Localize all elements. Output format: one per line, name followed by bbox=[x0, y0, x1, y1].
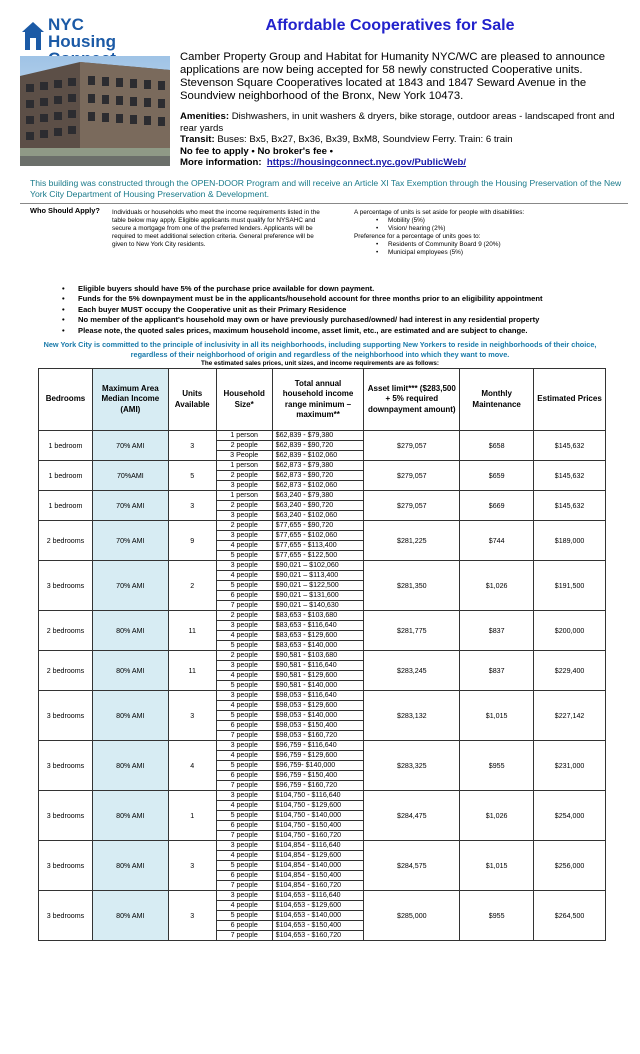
income-range-cell: $83,653 - $129,600 bbox=[272, 631, 364, 641]
household-size-cell: 5 people bbox=[216, 681, 272, 691]
income-range-cell: $83,653 - $140,000 bbox=[272, 641, 364, 651]
income-range-cell: $77,655 - $90,720 bbox=[272, 521, 364, 531]
household-size-cell: 4 people bbox=[216, 851, 272, 861]
household-size-cell: 6 people bbox=[216, 721, 272, 731]
unit-pricing-table bbox=[38, 368, 606, 941]
income-range-cell: $96,759- $140,000 bbox=[272, 761, 364, 771]
header-units: Units Available bbox=[168, 369, 216, 431]
housing-connect-link[interactable]: https://housingconnect.nyc.gov/PublicWeb/ bbox=[266, 157, 467, 168]
header-asset-limit: Asset limit*** ($283,500 + 5% required downpayment amount) bbox=[364, 369, 460, 431]
income-range-cell: $90,021 – $113,400 bbox=[272, 571, 364, 581]
estimated-price-cell: $191,500 bbox=[534, 561, 606, 611]
table-row bbox=[39, 611, 606, 621]
income-range-cell: $98,053 - $116,640 bbox=[272, 691, 364, 701]
table-row bbox=[39, 491, 606, 501]
bedrooms-cell: 1 bedroom bbox=[39, 461, 93, 491]
header-ami: Maximum Area Median Income (AMI) bbox=[92, 369, 168, 431]
income-range-cell: $77,655 - $102,060 bbox=[272, 531, 364, 541]
household-size-cell: 7 people bbox=[216, 781, 272, 791]
household-size-cell: 6 people bbox=[216, 591, 272, 601]
household-size-cell: 7 people bbox=[216, 881, 272, 891]
household-size-cell: 7 people bbox=[216, 731, 272, 741]
income-range-cell: $104,750 - $150,400 bbox=[272, 821, 364, 831]
asset-limit-cell: $283,245 bbox=[364, 651, 460, 691]
income-range-cell: $104,750 - $116,640 bbox=[272, 791, 364, 801]
monthly-maintenance-cell: $1,026 bbox=[460, 561, 534, 611]
estimated-price-cell: $231,000 bbox=[534, 741, 606, 791]
household-size-cell: 2 people bbox=[216, 611, 272, 621]
ami-cell: 80% AMI bbox=[92, 741, 168, 791]
table-row bbox=[39, 791, 606, 801]
preference-item: • Residents of Community Board 9 (20%) bbox=[354, 241, 624, 249]
household-size-cell: 6 people bbox=[216, 821, 272, 831]
income-range-cell: $98,053 - $129,600 bbox=[272, 701, 364, 711]
household-size-cell: 3 people bbox=[216, 561, 272, 571]
monthly-maintenance-cell: $659 bbox=[460, 461, 534, 491]
open-door-note: This building was constructed through the OPEN-DOOR Program and will receive an Article XI Tax Exemption through the Housing Preservation of the New York City Department of Housing Preservation & Development. bbox=[30, 178, 622, 199]
bedrooms-cell: 2 bedrooms bbox=[39, 651, 93, 691]
units-cell: 3 bbox=[168, 431, 216, 461]
transit-label: Transit: bbox=[180, 134, 215, 145]
estimated-price-cell: $200,000 bbox=[534, 611, 606, 651]
estimated-price-cell: $254,000 bbox=[534, 791, 606, 841]
units-cell: 11 bbox=[168, 611, 216, 651]
monthly-maintenance-cell: $1,026 bbox=[460, 791, 534, 841]
header-estimated-prices: Estimated Prices bbox=[534, 369, 606, 431]
household-size-cell: 3 people bbox=[216, 511, 272, 521]
income-range-cell: $62,839 - $79,380 bbox=[272, 431, 364, 441]
header-income-range: Total annual household income range minimum – maximum** bbox=[272, 369, 364, 431]
estimated-price-cell: $264,500 bbox=[534, 891, 606, 941]
asset-limit-cell: $281,350 bbox=[364, 561, 460, 611]
units-cell: 3 bbox=[168, 891, 216, 941]
income-range-cell: $98,053 - $140,000 bbox=[272, 711, 364, 721]
household-size-cell: 5 people bbox=[216, 711, 272, 721]
monthly-maintenance-cell: $955 bbox=[460, 891, 534, 941]
ami-cell: 80% AMI bbox=[92, 891, 168, 941]
bedrooms-cell: 3 bedrooms bbox=[39, 741, 93, 791]
table-row bbox=[39, 741, 606, 751]
estimated-price-cell: $145,632 bbox=[534, 461, 606, 491]
income-range-cell: $62,873 - $79,380 bbox=[272, 461, 364, 471]
bullet-item: • Eligible buyers should have 5% of the purchase price available for down payment. bbox=[58, 284, 628, 294]
income-range-cell: $90,581 - $103,680 bbox=[272, 651, 364, 661]
household-size-cell: 5 people bbox=[216, 581, 272, 591]
ami-cell: 80% AMI bbox=[92, 611, 168, 651]
bedrooms-cell: 3 bedrooms bbox=[39, 791, 93, 841]
ami-cell: 80% AMI bbox=[92, 791, 168, 841]
bullet-item: • Please note, the quoted sales prices, maximum household income, asset limit, etc., are estimated and are subject to change. bbox=[58, 326, 628, 336]
household-size-cell: 7 people bbox=[216, 931, 272, 941]
income-range-cell: $96,759 - $116,640 bbox=[272, 741, 364, 751]
household-size-cell: 5 people bbox=[216, 761, 272, 771]
units-cell: 11 bbox=[168, 651, 216, 691]
bedrooms-cell: 1 bedroom bbox=[39, 491, 93, 521]
income-range-cell: $104,750 - $160,720 bbox=[272, 831, 364, 841]
estimate-note: The estimated sales prices, unit sizes, and income requirements are as follows: bbox=[201, 360, 439, 367]
estimated-price-cell: $189,000 bbox=[534, 521, 606, 561]
who-should-apply-section bbox=[20, 203, 628, 256]
household-size-cell: 4 people bbox=[216, 751, 272, 761]
income-range-cell: $90,021 – $102,060 bbox=[272, 561, 364, 571]
income-range-cell: $77,655 - $113,400 bbox=[272, 541, 364, 551]
ami-cell: 70% AMI bbox=[92, 521, 168, 561]
household-size-cell: 5 people bbox=[216, 861, 272, 871]
monthly-maintenance-cell: $955 bbox=[460, 741, 534, 791]
asset-limit-cell: $285,000 bbox=[364, 891, 460, 941]
units-cell: 1 bbox=[168, 791, 216, 841]
estimated-price-cell: $145,632 bbox=[534, 431, 606, 461]
estimated-price-cell: $227,142 bbox=[534, 691, 606, 741]
table-row bbox=[39, 461, 606, 471]
household-size-cell: 4 people bbox=[216, 571, 272, 581]
income-range-cell: $98,053 - $150,400 bbox=[272, 721, 364, 731]
asset-limit-cell: $279,057 bbox=[364, 461, 460, 491]
table-header-row bbox=[39, 369, 606, 431]
household-size-cell: 4 people bbox=[216, 631, 272, 641]
header-monthly-maintenance: Monthly Maintenance bbox=[460, 369, 534, 431]
asset-limit-cell: $283,325 bbox=[364, 741, 460, 791]
income-range-cell: $104,854 - $140,000 bbox=[272, 861, 364, 871]
set-aside-preferences bbox=[354, 209, 624, 257]
income-range-cell: $104,750 - $129,600 bbox=[272, 801, 364, 811]
household-size-cell: 2 people bbox=[216, 521, 272, 531]
asset-limit-cell: $283,132 bbox=[364, 691, 460, 741]
household-size-cell: 1 person bbox=[216, 491, 272, 501]
ami-cell: 70% AMI bbox=[92, 561, 168, 611]
income-range-cell: $96,759 - $150,400 bbox=[272, 771, 364, 781]
ami-cell: 70%AMI bbox=[92, 461, 168, 491]
table-row bbox=[39, 891, 606, 901]
household-size-cell: 7 people bbox=[216, 601, 272, 611]
income-range-cell: $90,581 - $116,640 bbox=[272, 661, 364, 671]
amenities-label: Amenities: bbox=[180, 111, 230, 122]
estimated-price-cell: $145,632 bbox=[534, 491, 606, 521]
household-size-cell: 3 people bbox=[216, 741, 272, 751]
household-size-cell: 4 people bbox=[216, 671, 272, 681]
household-size-cell: 5 people bbox=[216, 551, 272, 561]
income-range-cell: $96,759 - $160,720 bbox=[272, 781, 364, 791]
who-should-apply-label: Who Should Apply? bbox=[30, 206, 100, 215]
household-size-cell: 4 people bbox=[216, 801, 272, 811]
household-size-cell: 6 people bbox=[216, 771, 272, 781]
income-range-cell: $90,021 – $131,600 bbox=[272, 591, 364, 601]
units-cell: 3 bbox=[168, 841, 216, 891]
units-cell: 9 bbox=[168, 521, 216, 561]
income-range-cell: $98,053 - $160,720 bbox=[272, 731, 364, 741]
building-photo bbox=[20, 56, 170, 166]
bedrooms-cell: 3 bedrooms bbox=[39, 561, 93, 611]
monthly-maintenance-cell: $837 bbox=[460, 611, 534, 651]
income-range-cell: $63,240 - $79,380 bbox=[272, 491, 364, 501]
household-size-cell: 1 person bbox=[216, 461, 272, 471]
asset-limit-cell: $284,475 bbox=[364, 791, 460, 841]
household-size-cell: 3 people bbox=[216, 531, 272, 541]
household-size-cell: 7 people bbox=[216, 831, 272, 841]
income-range-cell: $104,854 - $129,600 bbox=[272, 851, 364, 861]
page-title: Affordable Cooperatives for Sale bbox=[265, 17, 515, 34]
income-range-cell: $90,581 - $129,600 bbox=[272, 671, 364, 681]
household-size-cell: 3 people bbox=[216, 891, 272, 901]
table-row bbox=[39, 841, 606, 851]
ami-cell: 80% AMI bbox=[92, 691, 168, 741]
monthly-maintenance-cell: $744 bbox=[460, 521, 534, 561]
income-range-cell: $62,839 - $90,720 bbox=[272, 441, 364, 451]
income-range-cell: $90,021 – $140,630 bbox=[272, 601, 364, 611]
income-range-cell: $104,854 - $160,720 bbox=[272, 881, 364, 891]
monthly-maintenance-cell: $658 bbox=[460, 431, 534, 461]
table-row bbox=[39, 691, 606, 701]
ami-cell: 70% AMI bbox=[92, 491, 168, 521]
household-size-cell: 2 people bbox=[216, 651, 272, 661]
asset-limit-cell: $279,057 bbox=[364, 491, 460, 521]
logo-line-1: NYC bbox=[48, 15, 84, 34]
amenities-block bbox=[180, 111, 620, 169]
inclusivity-statement: New York City is committed to the principle of inclusivity in all its neighborhoods, including supporting New Yorkers to reside in neighborhoods of their choice, regardless of their neighborhood of origin and regardless of the neighborhood into which they want to move. bbox=[43, 340, 597, 359]
fee-text: No fee to apply • No broker's fee • bbox=[180, 145, 333, 157]
income-range-cell: $96,759 - $129,600 bbox=[272, 751, 364, 761]
household-size-cell: 5 people bbox=[216, 811, 272, 821]
disability-item: • Vision/ hearing (2%) bbox=[354, 225, 624, 233]
monthly-maintenance-cell: $669 bbox=[460, 491, 534, 521]
asset-limit-cell: $281,225 bbox=[364, 521, 460, 561]
header-household-size: Household Size* bbox=[216, 369, 272, 431]
income-range-cell: $104,653 - $129,600 bbox=[272, 901, 364, 911]
units-cell: 3 bbox=[168, 491, 216, 521]
income-range-cell: $90,581 - $140,000 bbox=[272, 681, 364, 691]
bedrooms-cell: 2 bedrooms bbox=[39, 611, 93, 651]
units-cell: 5 bbox=[168, 461, 216, 491]
units-cell: 3 bbox=[168, 691, 216, 741]
household-size-cell: 2 people bbox=[216, 501, 272, 511]
income-range-cell: $83,653 - $103,680 bbox=[272, 611, 364, 621]
household-size-cell: 5 people bbox=[216, 911, 272, 921]
income-range-cell: $104,854 - $150,400 bbox=[272, 871, 364, 881]
ami-cell: 80% AMI bbox=[92, 651, 168, 691]
preference-item: • Municipal employees (5%) bbox=[354, 249, 624, 257]
income-range-cell: $63,240 - $90,720 bbox=[272, 501, 364, 511]
logo-line-2: Housing bbox=[48, 32, 116, 51]
estimated-price-cell: $229,400 bbox=[534, 651, 606, 691]
income-range-cell: $62,873 - $102,060 bbox=[272, 481, 364, 491]
income-range-cell: $62,873 - $90,720 bbox=[272, 471, 364, 481]
household-size-cell: 3 people bbox=[216, 791, 272, 801]
household-size-cell: 3 people bbox=[216, 661, 272, 671]
asset-limit-cell: $284,575 bbox=[364, 841, 460, 891]
income-range-cell: $104,653 - $140,000 bbox=[272, 911, 364, 921]
household-size-cell: 6 people bbox=[216, 921, 272, 931]
ami-cell: 80% AMI bbox=[92, 841, 168, 891]
units-cell: 2 bbox=[168, 561, 216, 611]
household-size-cell: 6 people bbox=[216, 871, 272, 881]
eligibility-bullets bbox=[58, 284, 628, 336]
asset-limit-cell: $279,057 bbox=[364, 431, 460, 461]
monthly-maintenance-cell: $837 bbox=[460, 651, 534, 691]
bedrooms-cell: 3 bedrooms bbox=[39, 691, 93, 741]
disability-intro: A percentage of units is set aside for people with disabilities: bbox=[354, 209, 525, 216]
bedrooms-cell: 2 bedrooms bbox=[39, 521, 93, 561]
income-range-cell: $77,655 - $122,500 bbox=[272, 551, 364, 561]
household-size-cell: 4 people bbox=[216, 701, 272, 711]
income-range-cell: $62,839 - $102,060 bbox=[272, 451, 364, 461]
household-size-cell: 3 people bbox=[216, 621, 272, 631]
table-body bbox=[39, 431, 606, 941]
household-size-cell: 3 people bbox=[216, 841, 272, 851]
household-size-cell: 2 people bbox=[216, 441, 272, 451]
household-size-cell: 2 people bbox=[216, 471, 272, 481]
bullet-item: • No member of the applicant's household may own or have previously purchased/owned/ had interest in any residential property bbox=[58, 315, 628, 325]
estimated-price-cell: $256,000 bbox=[534, 841, 606, 891]
income-range-cell: $104,653 - $160,720 bbox=[272, 931, 364, 941]
household-size-cell: 1 person bbox=[216, 431, 272, 441]
monthly-maintenance-cell: $1,015 bbox=[460, 841, 534, 891]
bedrooms-cell: 3 bedrooms bbox=[39, 841, 93, 891]
more-info-label: More information: bbox=[180, 157, 262, 168]
disability-item: • Mobility (5%) bbox=[354, 217, 624, 225]
intro-paragraph: Camber Property Group and Habitat for Humanity NYC/WC are pleased to announce applications are now being accepted for 58 newly constructed Cooperative units. Stevenson Square Cooperatives located at 1843 and 1847 Seward Avenue in the Soundview neighborhood of the Bronx, New York 10473. bbox=[180, 51, 606, 102]
bullet-item: • Funds for the 5% downpayment must be in the applicants/household account for three months prior to an eligibility appointment bbox=[58, 294, 628, 304]
household-size-cell: 3 People bbox=[216, 451, 272, 461]
table-row bbox=[39, 651, 606, 661]
bedrooms-cell: 1 bedroom bbox=[39, 431, 93, 461]
nyc-housing-connect-logo bbox=[22, 16, 182, 54]
income-range-cell: $90,021 – $122,500 bbox=[272, 581, 364, 591]
income-range-cell: $63,240 - $102,060 bbox=[272, 511, 364, 521]
amenities-text: Dishwashers, in unit washers & dryers, bike storage, outdoor areas - landscaped front and rear yards bbox=[180, 111, 615, 134]
asset-limit-cell: $281,775 bbox=[364, 611, 460, 651]
household-size-cell: 3 people bbox=[216, 691, 272, 701]
table-row bbox=[39, 431, 606, 441]
income-range-cell: $104,653 - $116,640 bbox=[272, 891, 364, 901]
table-row bbox=[39, 521, 606, 531]
house-icon bbox=[22, 20, 44, 50]
units-cell: 4 bbox=[168, 741, 216, 791]
monthly-maintenance-cell: $1,015 bbox=[460, 691, 534, 741]
transit-text: Buses: Bx5, Bx27, Bx36, Bx39, BxM8, Soundview Ferry. Train: 6 train bbox=[214, 134, 513, 145]
household-size-cell: 5 people bbox=[216, 641, 272, 651]
income-range-cell: $83,653 - $116,640 bbox=[272, 621, 364, 631]
household-size-cell: 4 people bbox=[216, 541, 272, 551]
header-bedrooms: Bedrooms bbox=[39, 369, 93, 431]
income-range-cell: $104,854 - $116,640 bbox=[272, 841, 364, 851]
ami-cell: 70% AMI bbox=[92, 431, 168, 461]
preference-intro: Preference for a percentage of units goes to: bbox=[354, 233, 481, 240]
income-range-cell: $104,750 - $140,000 bbox=[272, 811, 364, 821]
bullet-item: • Each buyer MUST occupy the Cooperative unit as their Primary Residence bbox=[58, 305, 628, 315]
household-size-cell: 3 people bbox=[216, 481, 272, 491]
household-size-cell: 4 people bbox=[216, 901, 272, 911]
bedrooms-cell: 3 bedrooms bbox=[39, 891, 93, 941]
table-row bbox=[39, 561, 606, 571]
who-should-apply-text: Individuals or households who meet the income requirements listed in the table below may apply. Eligible applicants must qualify for NYSAHC and secure a mortgage from one of the preferred lenders. Applicants will be required to meet additional selection criteria. General preference will be given to New York City residents. bbox=[112, 209, 320, 248]
income-range-cell: $104,653 - $150,400 bbox=[272, 921, 364, 931]
